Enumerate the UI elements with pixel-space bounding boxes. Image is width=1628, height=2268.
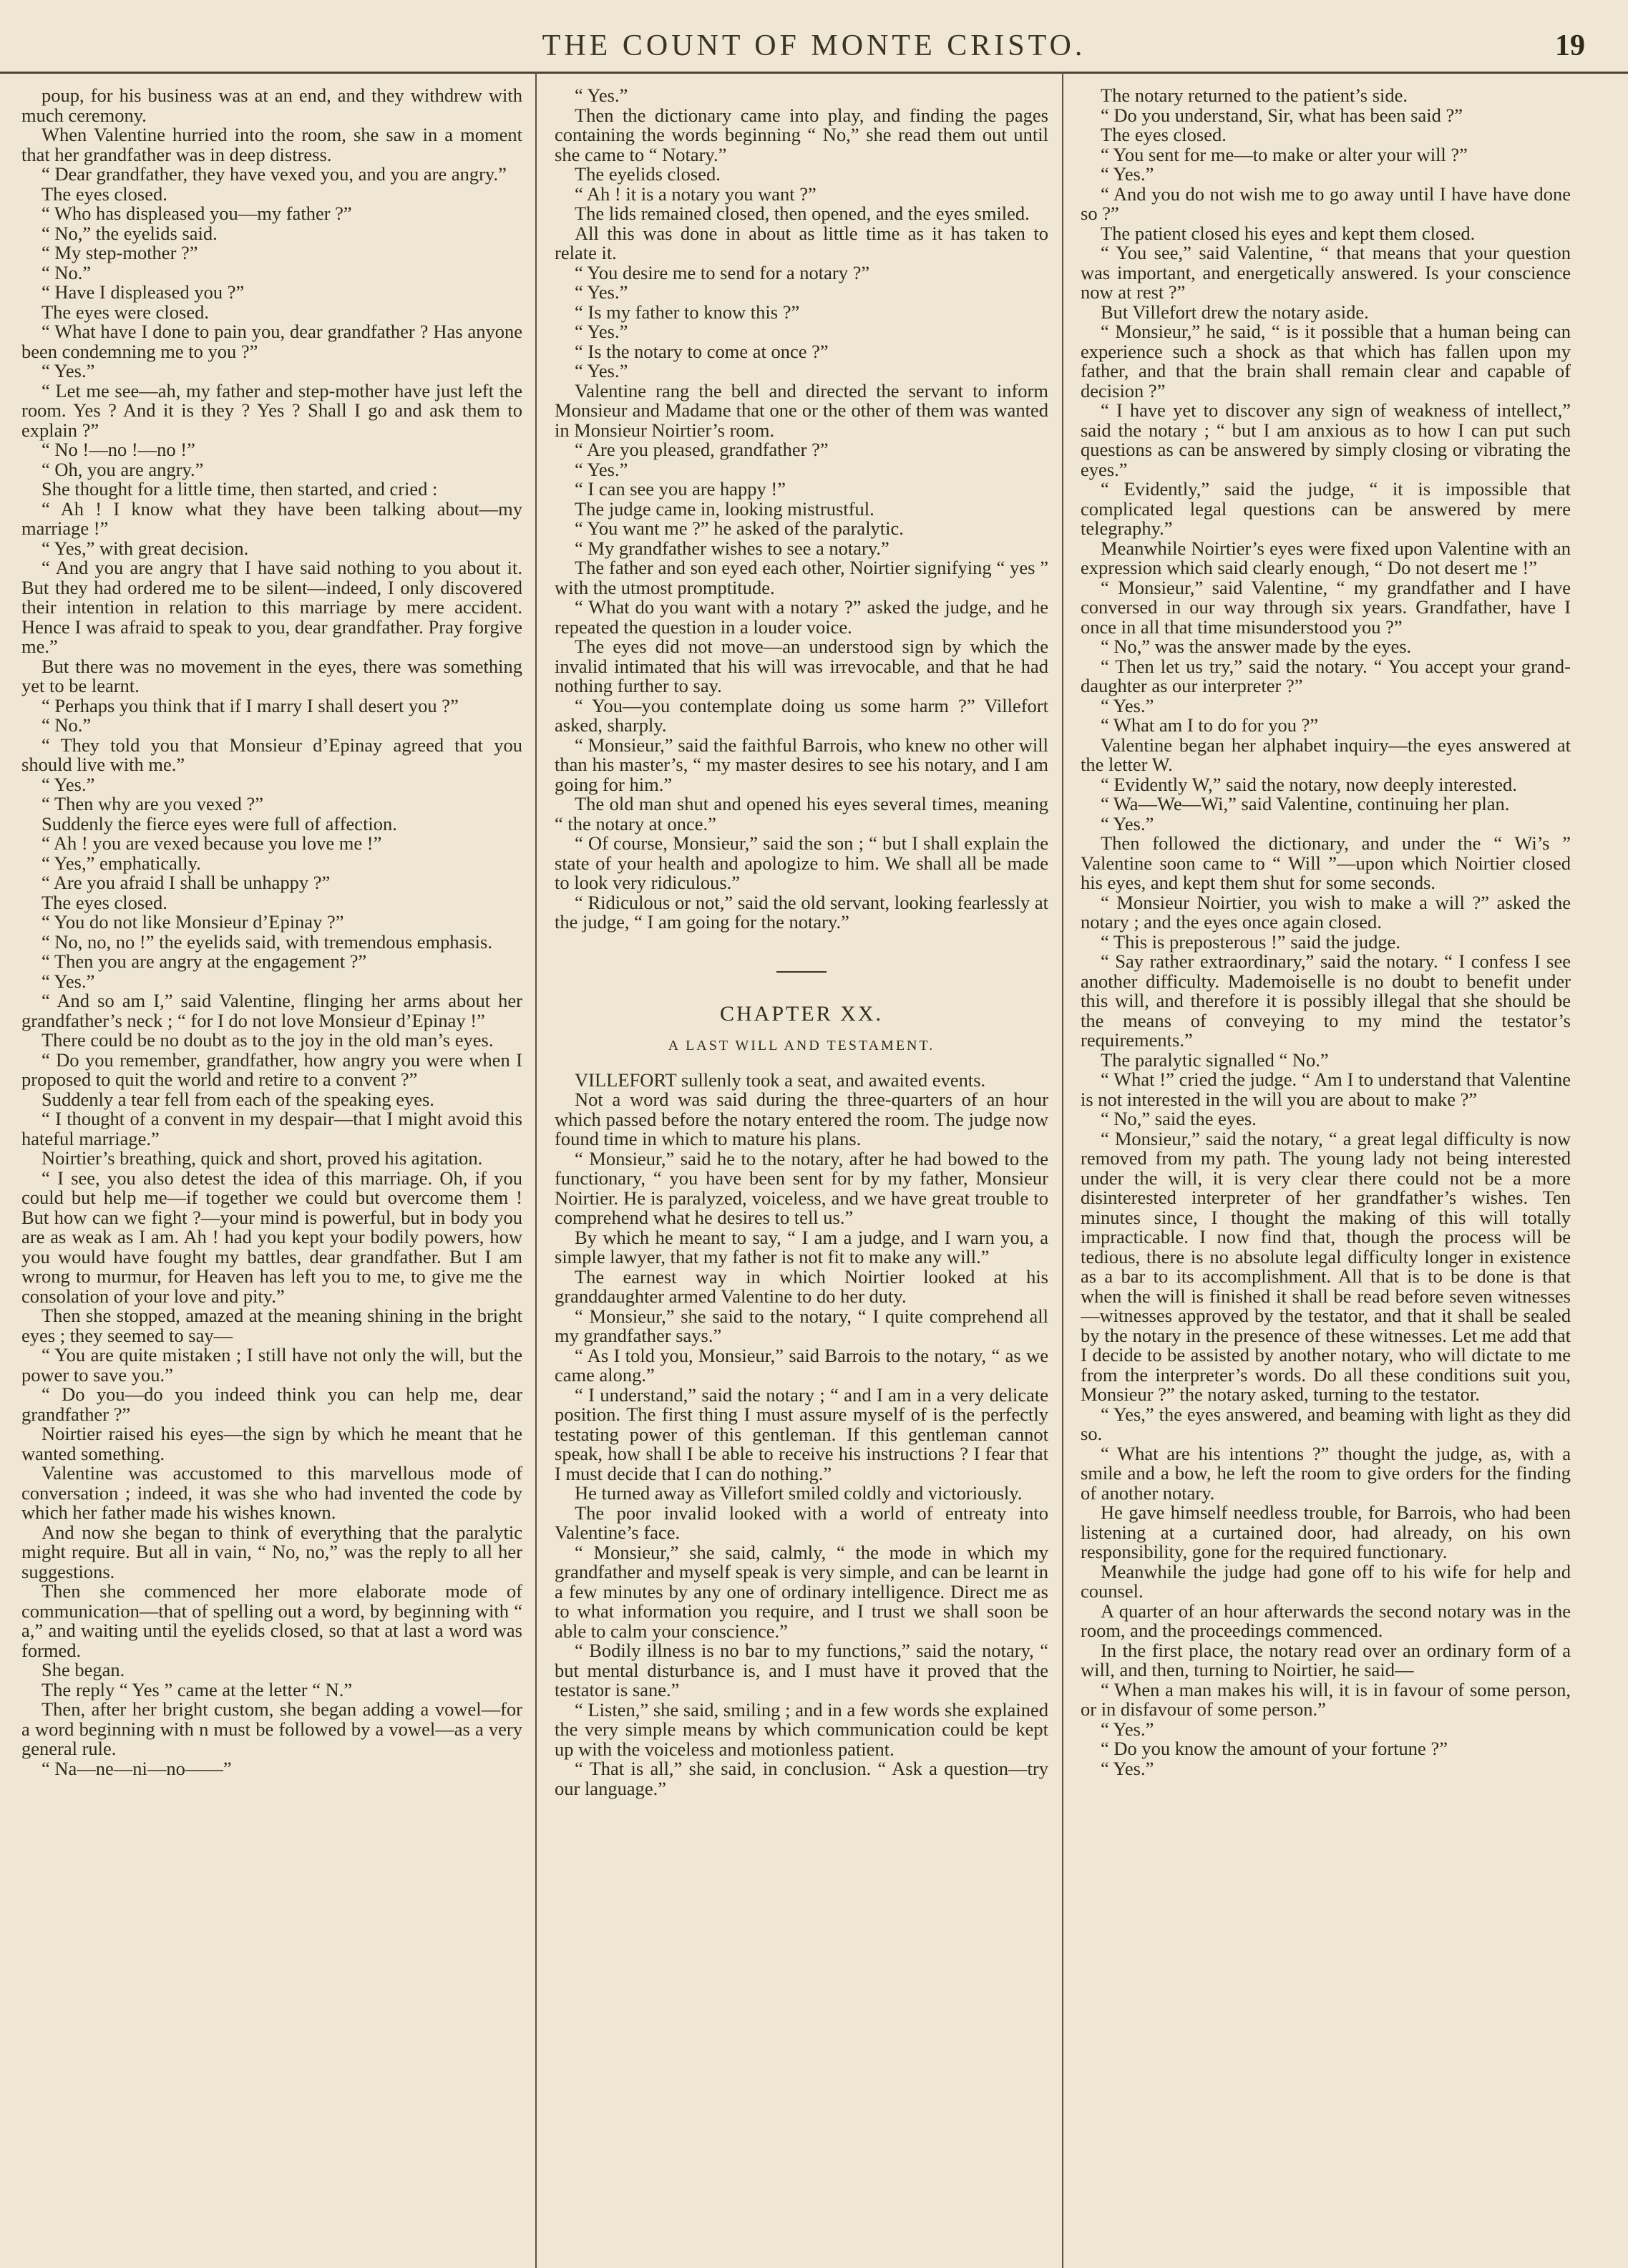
paragraph: “ You see,” said Valentine, “ that means that your question was important, and energetically answered. Is your conscience now at rest ?” xyxy=(1081,242,1571,303)
paragraph: “ Bodily illness is no bar to my functions,” said the notary, “ but mental disturbance is, and I must have it proved that the testator is sane.” xyxy=(555,1640,1048,1700)
paragraph: “ I see, you also detest the idea of this marriage. Oh, if you could but help me—if together we could but overcome them ! But how can we fight ?—your mind is powerful, but in body you are as weak as I am. Ah ! had you kept your bodily powers, how you would have fought my battles, dear grandfather. But I am wrong to murmur, for Heaven has left you to me, to give me the consolation of your love and pity.” xyxy=(21,1167,522,1307)
paragraph: “ Are you pleased, grandfather ?” xyxy=(575,439,829,460)
paragraph: Suddenly the fierce eyes were full of affection. xyxy=(42,812,397,834)
paragraph: “ And you are angry that I have said nothing to you about it. But they had ordered me to be silent—indeed, I only discovered their intention in relation to this marriage by mere accident. Hence I was afraid to speak to you, dear grandfather. Pray forgive me.” xyxy=(21,557,522,657)
paragraph: “ My step-mother ?” xyxy=(42,242,198,263)
paragraph: “ I have yet to discover any sign of weakness of intellect,” said the notary ; “ but I am anxious as to how I can put such questions as can be answered by simply closing or vibrating the eyes.” xyxy=(1081,399,1571,480)
paragraph: “ Yes.” xyxy=(1101,812,1154,834)
paragraph: Then followed the dictionary, and under the “ Wi’s ” Valentine soon came to “ Will ”—upon which Noirtier closed his eyes, and kept them shut for some seconds. xyxy=(1081,832,1571,893)
paragraph: “ No,” said the eyes. xyxy=(1101,1108,1257,1129)
paragraph: “ Have I displeased you ?” xyxy=(42,281,245,303)
paragraph: “ Monsieur,” she said to the notary, “ I quite comprehend all my grandfather says.” xyxy=(555,1305,1048,1346)
paragraph: The eyes closed. xyxy=(42,182,167,205)
paragraph: Then, after her bright custom, she began adding a vowel—for a word beginning with n must be followed by a vowel—as a very general rule. xyxy=(21,1698,522,1759)
paragraph: The lids remained closed, then opened, and the eyes smiled. xyxy=(575,203,1030,224)
paragraph: “ What do you want with a notary ?” asked the judge, and he repeated the question in a louder voice. xyxy=(555,596,1048,638)
paragraph: “ Yes.” xyxy=(1101,163,1154,185)
column-1 xyxy=(21,86,522,2254)
paragraph: “ You are quite mistaken ; I still have not only the will, but the power to save you.” xyxy=(21,1344,522,1386)
paragraph: The paralytic signalled “ No.” xyxy=(1101,1048,1329,1071)
paragraph: “ Yes.” xyxy=(575,458,628,480)
paragraph: “ Of course, Monsieur,” said the son ; “ but I shall explain the state of your health and apologize to him. We shall all be made to look very ridiculous.” xyxy=(555,832,1048,893)
paragraph: By which he meant to say, “ I am a judge, and I warn you, a simple lawyer, that my father is not fit to make any will.” xyxy=(555,1226,1048,1267)
column-2 xyxy=(555,86,1048,2254)
paragraph: Meanwhile the judge had gone off to his wife for help and counsel. xyxy=(1081,1560,1571,1602)
paragraph: “ Then why are you vexed ?” xyxy=(42,793,264,814)
paragraph: But there was no movement in the eyes, there was something yet to be learnt. xyxy=(21,655,522,696)
column-3 xyxy=(1081,86,1571,2254)
paragraph: But Villefort drew the notary aside. xyxy=(1101,301,1369,323)
paragraph: “ Ah ! you are vexed because you love me !” xyxy=(42,832,382,854)
paragraph: “ Do you—do you indeed think you can help me, dear grandfather ?” xyxy=(21,1383,522,1425)
paragraph: “ This is preposterous !” said the judge. xyxy=(1101,930,1401,953)
paragraph: “ Are you afraid I shall be unhappy ?” xyxy=(42,872,331,893)
column-2-text-bottom xyxy=(555,1071,1048,1799)
paragraph: “ Monsieur,” she said, calmly, “ the mode in which my grandfather and myself speak is very simple, and can be learnt in a few minutes by any one of ordinary intelligence. Direct me as to what information you require, and I trust we shall soon be able to calm your conscience.” xyxy=(555,1541,1048,1642)
paragraph: “ No.” xyxy=(42,261,92,283)
paragraph: There could be no doubt as to the joy in the old man’s eyes. xyxy=(42,1029,494,1051)
paragraph: Noirtier’s breathing, quick and short, proved his agitation. xyxy=(42,1147,483,1169)
paragraph: The eyes closed. xyxy=(42,891,167,913)
paragraph: “ Ah ! it is a notary you want ?” xyxy=(575,182,817,205)
paragraph: “ Perhaps you think that if I marry I shall desert you ?” xyxy=(42,694,459,716)
paragraph: He gave himself needless trouble, for Barrois, who had been listening at a curtained door, had already, on his own responsibility, gone for the required functionary. xyxy=(1081,1502,1571,1562)
paragraph: The eyes were closed. xyxy=(42,301,209,323)
paragraph: “ Monsieur,” said the faithful Barrois, who knew no other will than his master’s, “ my master desires to see his notary, and I am going for him.” xyxy=(555,734,1048,795)
paragraph: Then she commenced her more elaborate mode of communication—that of spelling out a word, by beginning with “ a,” and waiting until the eyelids closed, so that at last a word was formed. xyxy=(21,1580,522,1661)
paragraph: “ No,” was the answer made by the eyes. xyxy=(1101,636,1412,657)
column-3-text xyxy=(1081,86,1571,1778)
paragraph: “ Who has displeased you—my father ?” xyxy=(42,203,352,224)
paragraph: “ Do you know the amount of your fortune ?” xyxy=(1101,1738,1448,1759)
paragraph: Noirtier raised his eyes—the sign by which he meant that he wanted something. xyxy=(21,1423,522,1464)
paragraph: “ Yes.” xyxy=(1101,1757,1154,1779)
paragraph: “ Say rather extraordinary,” said the notary. “ I confess I see another difficulty. Mademoiselle is no doubt to benefit under this will, and therefore it is possibly illegal that she should be the means of conveying to my mind the testator’s requirements.” xyxy=(1081,950,1571,1051)
page-header xyxy=(0,0,1628,74)
page-number: 19 xyxy=(1555,29,1585,62)
paragraph: “ Na—ne—ni—no——” xyxy=(42,1757,232,1779)
paragraph: “ Ah ! I know what they have been talking about—my marriage !” xyxy=(21,497,522,539)
column-rule xyxy=(535,72,537,2268)
paragraph: “ Yes.” xyxy=(1101,1718,1154,1740)
paragraph: “ Yes.” xyxy=(575,86,628,106)
paragraph: “ I can see you are happy !” xyxy=(575,478,786,500)
chapter-subtitle: A LAST WILL AND TESTAMENT. xyxy=(668,1038,935,1053)
paragraph: “ Is my father to know this ?” xyxy=(575,301,800,323)
paragraph: “ You—you contemplate doing us some harm ?” Villefort asked, sharply. xyxy=(555,694,1048,736)
running-head: THE COUNT OF MONTE CRISTO. xyxy=(542,29,1086,62)
paragraph: Valentine began her alphabet inquiry—the eyes answered at the letter W. xyxy=(1081,734,1571,775)
paragraph: “ Monsieur,” said he to the notary, after he had bowed to the functionary, “ you have been sent for by my father, Monsieur Noirtier. He is paralyzed, voiceless, and we have great trouble to comprehend what he desires to tell us.” xyxy=(555,1147,1048,1228)
paragraph: “ No,” the eyelids said. xyxy=(42,222,218,244)
paragraph: In the first place, the notary read over an ordinary form of a will, and then, turning to Noirtier, he said— xyxy=(1081,1639,1571,1680)
paragraph: “ Evidently W,” said the notary, now deeply interested. xyxy=(1101,773,1517,795)
column-2-text-top xyxy=(555,86,1048,933)
paragraph: “ Yes,” the eyes answered, and beaming with light as they did so. xyxy=(1081,1403,1571,1444)
paragraph: “ That is all,” she said, in conclusion. “ Ask a question—try our language.” xyxy=(555,1758,1048,1799)
paragraph: Suddenly a tear fell from each of the speaking eyes. xyxy=(42,1088,434,1110)
paragraph: “ Ridiculous or not,” said the old servant, looking fearlessly at the judge, “ I am going for the notary.” xyxy=(555,891,1048,933)
column-1-text xyxy=(21,86,522,1778)
paragraph: “ Then let us try,” said the notary. “ You accept your grand-daughter as our interpreter ?” xyxy=(1081,655,1571,696)
paragraph: The judge came in, looking mistrustful. xyxy=(575,497,874,520)
paragraph: “ What am I to do for you ?” xyxy=(1101,714,1319,736)
paragraph: “ Evidently,” said the judge, “ it is impossible that complicated legal questions can be answered by mere telegraphy.” xyxy=(1081,478,1571,539)
paragraph: All this was done in about as little time as it has taken to relate it. xyxy=(555,222,1048,263)
paragraph: “ Let me see—ah, my father and step-mother have just left the room. Yes ? And it is they ? Yes ? Shall I go and ask them to explain ?” xyxy=(21,379,522,441)
paragraph: She thought for a little time, then started, and cried : xyxy=(42,478,438,500)
paragraph: “ Monsieur,” said Valentine, “ my grandfather and I have conversed in our way through six years. Grandfather, have I once in all that time misunderstood you ?” xyxy=(1081,576,1571,638)
paragraph: Not a word was said during the three-quarters of an hour which passed before the notary entered the room. The judge now found time in which to mature his plans. xyxy=(555,1089,1048,1149)
paragraph: “ Yes.” xyxy=(575,360,628,381)
paragraph: “ Dear grandfather, they have vexed you, and you are angry.” xyxy=(42,163,507,185)
paragraph: “ Yes.” xyxy=(1101,694,1154,716)
paragraph: “ Yes.” xyxy=(42,360,95,381)
paragraph: “ Yes,” emphatically. xyxy=(42,852,201,874)
paragraph: “ Do you remember, grandfather, how angry you were when I proposed to quit the world and retire to a convent ?” xyxy=(21,1048,522,1090)
paragraph: “ Oh, you are angry.” xyxy=(42,458,204,480)
paragraph: The old man shut and opened his eyes several times, meaning “ the notary at once.” xyxy=(555,793,1048,834)
paragraph: “ Then you are angry at the engagement ?” xyxy=(42,950,367,972)
paragraph: “ You want me ?” he asked of the paralytic. xyxy=(575,517,904,539)
paragraph: “ Yes.” xyxy=(42,970,95,992)
paragraph: The eyelids closed. xyxy=(575,163,721,185)
paragraph: “ You do not like Monsieur d’Epinay ?” xyxy=(42,911,344,933)
paragraph: The eyes did not move—an understood sign by which the invalid intimated that his will was irrevocable, and that he had nothing further to say. xyxy=(555,636,1048,696)
paragraph: “ Monsieur,” he said, “ is it possible that a human being can experience such a shock as that which has fallen upon my father, and that the brain shall remain clear and capable of decision ?” xyxy=(1081,321,1571,401)
paragraph: “ What have I done to pain you, dear grandfather ? Has anyone been condemning me to you ?” xyxy=(21,321,522,362)
paragraph: “ Yes.” xyxy=(575,281,628,303)
paragraph: “ My grandfather wishes to see a notary.” xyxy=(575,537,889,559)
paragraph: Then she stopped, amazed at the meaning shining in the bright eyes ; they seemed to say— xyxy=(21,1305,522,1346)
paragraph: The earnest way in which Noirtier looked at his granddaughter armed Valentine to do her duty. xyxy=(555,1265,1048,1307)
paragraph: Then the dictionary came into play, and finding the pages containing the words beginning “ No,” she read them out until she came to “ Notary.” xyxy=(555,104,1048,165)
paragraph: “ What are his intentions ?” thought the judge, as, with a smile and a bow, he left the room to give orders for the finding of another notary. xyxy=(1081,1442,1571,1504)
paragraph: And now she began to think of everything that the paralytic might require. But all in vain, “ No, no,” was the reply to all her suggestions. xyxy=(21,1521,522,1582)
paragraph: “ Yes.” xyxy=(42,773,95,795)
paragraph: The patient closed his eyes and kept them closed. xyxy=(1101,222,1476,244)
paragraph: “ They told you that Monsieur d’Epinay agreed that you should live with me.” xyxy=(21,734,522,775)
paragraph: The poor invalid looked with a world of entreaty into Valentine’s face. xyxy=(555,1502,1048,1543)
paragraph: When Valentine hurried into the room, she saw in a moment that her grandfather was in deep distress. xyxy=(21,124,522,165)
paragraph: “ Monsieur Noirtier, you wish to make a will ?” asked the notary ; and the eyes once again closed. xyxy=(1081,891,1571,933)
paragraph: “ I understand,” said the notary ; “ and I am in a very delicate position. The first thing I must assure myself of is the perfectly testating power of this gentleman. If this gentleman cannot speak, how shall I be able to receive his instructions ? I fear that I must decide that I can do nothing.” xyxy=(555,1383,1048,1484)
paragraph: Meanwhile Noirtier’s eyes were fixed upon Valentine with an expression which said clearly enough, “ Do not desert me !” xyxy=(1081,537,1571,578)
paragraph: A quarter of an hour afterwards the second notary was in the room, and the proceedings commenced. xyxy=(1081,1600,1571,1641)
paragraph: The reply “ Yes ” came at the letter “ N.” xyxy=(42,1678,353,1700)
paragraph: The notary returned to the patient’s side. xyxy=(1101,86,1408,106)
paragraph: The eyes closed. xyxy=(1101,124,1227,145)
paragraph: “ I thought of a convent in my despair—that I might avoid this hateful marriage.” xyxy=(21,1108,522,1149)
paragraph: “ No.” xyxy=(42,714,92,736)
paragraph: “ As I told you, Monsieur,” said Barrois to the notary, “ as we came along.” xyxy=(555,1344,1048,1386)
paragraph: “ Listen,” she said, smiling ; and in a few words she explained the very simple means by which communication could be kept up with the voiceless and motionless patient. xyxy=(555,1698,1048,1760)
section-separator xyxy=(776,971,827,973)
paragraph: “ No !—no !—no !” xyxy=(42,439,195,460)
paragraph: “ You sent for me—to make or alter your will ?” xyxy=(1101,143,1468,165)
paragraph: “ Wa—We—Wi,” said Valentine, continuing her plan. xyxy=(1101,793,1510,814)
paragraph: Valentine rang the bell and directed the servant to inform Monsieur and Madame that one or the other of them was wanted in Monsieur Noirtier’s room. xyxy=(555,379,1048,441)
paragraph: “ What !” cried the judge. “ Am I to understand that Valentine is not interested in the will you are about to make ?” xyxy=(1081,1069,1571,1110)
paragraph: “ Is the notary to come at once ?” xyxy=(575,340,829,362)
chapter-title: CHAPTER XX. xyxy=(719,1001,883,1026)
paragraph: “ And you do not wish me to go away until I have have done so ?” xyxy=(1081,182,1571,224)
paragraph: poup, for his business was at an end, and they withdrew with much ceremony. xyxy=(21,86,522,126)
paragraph: “ You desire me to send for a notary ?” xyxy=(575,261,870,283)
paragraph: “ And so am I,” said Valentine, flinging her arms about her grandfather’s neck ; “ for I do not love Monsieur d’Epinay !” xyxy=(21,990,522,1031)
column-rule xyxy=(1062,72,1063,2268)
paragraph: The father and son eyed each other, Noirtier signifying “ yes ” with the utmost promptitude. xyxy=(555,557,1048,598)
paragraph: “ Yes,” with great decision. xyxy=(42,537,249,559)
paragraph: He turned away as Villefort smiled coldly and victoriously. xyxy=(575,1482,1023,1504)
paragraph: “ No, no, no !” the eyelids said, with tremendous emphasis. xyxy=(42,930,492,953)
paragraph: VILLEFORT sullenly took a seat, and awaited events. xyxy=(575,1069,986,1091)
paragraph: “ Monsieur,” said the notary, “ a great legal difficulty is now removed from my path. The young lady not being interested under the will, it is very clear there could not be a more disinterested interpreter of her grandfather’s wishes. Ten minutes since, I thought the making of this will totally impracticable. I now find that, though the process will be tedious, there is no absolute legal difficulty longer in existence as a bar to its accomplishment. All that is to be done is that when the will is finished it shall be read before seven witnesses—witnesses approved by the testator, and that it shall be sealed by the notary in the presence of these witnesses. Let me add that I decide to be assisted by another notary, who will dictate to me from the interpreter’s words. Do all these conditions suit you, Monsieur ?” the notary asked, turning to the testator. xyxy=(1081,1127,1571,1405)
paragraph: “ When a man makes his will, it is in favour of some person, or in disfavour of some person.” xyxy=(1081,1678,1571,1720)
paragraph: “ Do you understand, Sir, what has been said ?” xyxy=(1101,104,1463,126)
paragraph: She began. xyxy=(42,1659,125,1680)
paragraph: Valentine was accustomed to this marvellous mode of conversation ; indeed, it was she who had invented the code by which her father made his wishes known. xyxy=(21,1462,522,1523)
paragraph: “ Yes.” xyxy=(575,321,628,342)
